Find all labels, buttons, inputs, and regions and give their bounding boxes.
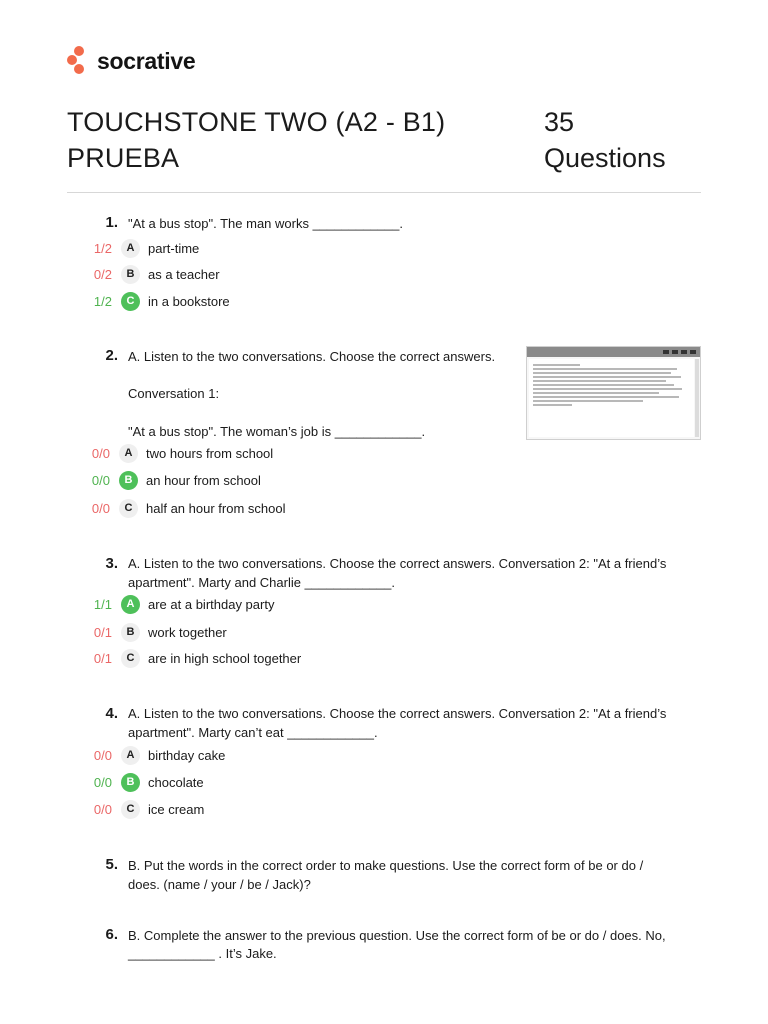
answer-score: 0/0 <box>93 802 112 817</box>
answer-option <box>0 799 500 821</box>
answer-score: 0/1 <box>93 625 112 640</box>
answer-text: part-time <box>148 241 200 256</box>
answer-letter-badge: C <box>121 800 140 819</box>
logo-mark-icon <box>67 46 91 76</box>
answer-text: in a bookstore <box>148 294 230 309</box>
question-count-label: Questions <box>544 143 666 173</box>
answer-letter-badge: C <box>121 649 140 668</box>
answer-text: work together <box>148 625 227 640</box>
answer-letter-badge: A <box>121 746 140 765</box>
question-text-line3: "At a bus stop". The woman’s job is ____________. <box>128 424 426 439</box>
answer-score: 0/0 <box>91 473 110 488</box>
question-number: 6. <box>105 926 118 943</box>
answer-score: 1/1 <box>93 597 112 612</box>
answer-score: 0/2 <box>93 267 112 282</box>
answer-text: an hour from school <box>146 473 261 488</box>
answer-letter-badge: A <box>121 239 140 258</box>
answer-letter-badge: B <box>121 623 140 642</box>
answer-option <box>0 745 500 767</box>
socrative-logo <box>67 46 195 76</box>
answer-option <box>0 622 500 644</box>
header-divider <box>67 192 701 193</box>
answer-text: two hours from school <box>146 446 274 461</box>
answer-letter-badge-correct: B <box>119 471 138 490</box>
answer-option <box>0 443 500 465</box>
answer-score: 0/0 <box>91 446 110 461</box>
answer-text: are in high school together <box>148 651 302 666</box>
answer-letter-badge-correct: B <box>121 773 140 792</box>
answer-option-correct <box>0 772 500 794</box>
thumbnail-toolbar <box>527 347 700 357</box>
question-text-line1: A. Listen to the two conversations. Choose the correct answers. Conversation 2: "At a friend’s <box>128 556 667 571</box>
question-text-line1: A. Listen to the two conversations. Choose the correct answers. <box>128 349 496 364</box>
answer-score: 1/2 <box>93 241 112 256</box>
question-number: 4. <box>105 705 118 722</box>
question-count-number: 35 <box>544 107 575 137</box>
answer-score: 0/0 <box>93 748 112 763</box>
answer-score: 0/0 <box>93 775 112 790</box>
question-number: 2. <box>105 347 118 364</box>
question-text-line2: does. (name / your / be / Jack)? <box>128 877 311 892</box>
question-text-line2: apartment". Marty and Charlie ____________. <box>128 575 395 590</box>
logo-text: socrative <box>97 47 196 74</box>
answer-letter-badge: A <box>119 444 138 463</box>
answer-text: half an hour from school <box>146 501 286 516</box>
answer-score: 0/0 <box>91 501 110 516</box>
thumbnail-scrollbar <box>695 359 699 437</box>
answer-text: as a teacher <box>148 267 220 282</box>
answer-option-correct <box>0 594 500 616</box>
question-text-line2: Conversation 1: <box>128 386 220 401</box>
answer-option <box>0 498 500 520</box>
answer-text: ice cream <box>148 802 205 817</box>
question-count <box>544 104 666 176</box>
quiz-title <box>67 104 445 176</box>
question-text-line2: apartment". Marty can’t eat ____________. <box>128 725 378 740</box>
answer-option-correct <box>0 291 500 313</box>
answer-text: are at a birthday party <box>148 597 275 612</box>
question-image-thumbnail[interactable] <box>526 346 701 440</box>
answer-score: 0/1 <box>93 651 112 666</box>
answer-letter-badge-correct: A <box>121 595 140 614</box>
answer-option <box>0 648 500 670</box>
question-text-line1: A. Listen to the two conversations. Choose the correct answers. Conversation 2: "At a friend’s <box>128 706 667 721</box>
question-text: "At a bus stop". The man works ____________. <box>128 216 403 231</box>
answer-option-correct <box>0 470 500 492</box>
answer-letter-badge-correct: C <box>121 292 140 311</box>
answer-text: birthday cake <box>148 748 226 763</box>
question-number: 1. <box>105 214 118 231</box>
quiz-title-line2: PRUEBA <box>67 143 180 173</box>
answer-letter-badge: C <box>119 499 138 518</box>
question-text-line2: ____________ . It’s Jake. <box>128 946 277 961</box>
question-text-line1: B. Complete the answer to the previous question. Use the correct form of be or do / does. No, <box>128 928 666 943</box>
quiz-title-line1: TOUCHSTONE TWO (A2 - B1) <box>67 107 446 137</box>
answer-letter-badge: B <box>121 265 140 284</box>
answer-option <box>0 238 500 260</box>
answer-text: chocolate <box>148 775 204 790</box>
question-text-line1: B. Put the words in the correct order to make questions. Use the correct form of be or do / <box>128 858 644 873</box>
answer-option <box>0 264 500 286</box>
thumbnail-text-lines <box>529 359 694 437</box>
question-number: 3. <box>105 555 118 572</box>
answer-score: 1/2 <box>93 294 112 309</box>
question-number: 5. <box>105 856 118 873</box>
